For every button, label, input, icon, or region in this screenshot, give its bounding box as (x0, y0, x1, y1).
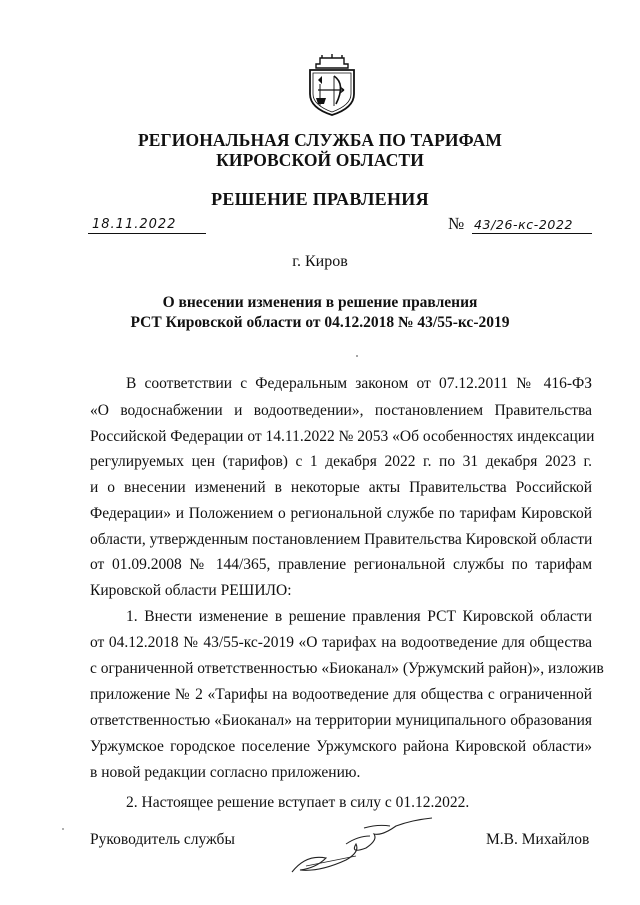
document-type-title: РЕШЕНИЕ ПРАВЛЕНИЯ (211, 189, 429, 209)
number-label: № (448, 214, 465, 233)
scan-speck (62, 828, 64, 830)
body-line: от 04.12.2018 № 43/55-кс-2019 «О тарифах на водоотведение для общества (90, 634, 592, 651)
body-line: Федерации» и Положением о региональной службе по тарифам Кировской (90, 505, 592, 522)
handwritten-signature (286, 814, 436, 880)
date-underline (88, 233, 206, 234)
body-line: Уржумское городское поселение Уржумского района Кировской области» (90, 738, 592, 755)
body-line: В соответствии с Федеральным законом от 07.12.2011 № 416-ФЗ (126, 375, 592, 392)
body-line: Российской Федерации от 14.11.2022 № 2053 «Об особенностях индексации (90, 428, 595, 445)
decision-date: 18.11.2022 (92, 217, 177, 232)
body-line: приложение № 2 «Тарифы на водоотведение для общества с ограниченной (90, 686, 592, 703)
body-line: области, утвержденным постановлением Правительства Кировской области (90, 531, 593, 548)
organization-name-line2: КИРОВСКОЙ ОБЛАСТИ (216, 150, 424, 170)
subject-line2: РСТ Кировской области от 04.12.2018 № 43/55-кс-2019 (130, 314, 510, 331)
organization-name-line1: РЕГИОНАЛЬНАЯ СЛУЖБА ПО ТАРИФАМ (137, 130, 502, 150)
signatory-role: Руководитель службы (90, 831, 235, 848)
kirov-coat-of-arms-icon (304, 54, 360, 116)
body-line: с ограниченной ответственностью «Биоканал» (Уржумский район)», изложив (90, 660, 604, 677)
signatory-name: М.В. Михайлов (486, 831, 590, 848)
city-name: г. Киров (292, 253, 348, 270)
decision-number: 43/26-кс-2022 (474, 217, 574, 232)
body-line: 2. Настоящее решение вступает в силу с 01.12.2022. (126, 794, 470, 811)
subject-line1: О внесении изменения в решение правления (162, 294, 478, 311)
body-line: 1. Внести изменение в решение правления РСТ Кировской области (126, 608, 592, 625)
body-line: ответственностью «Биоканал» на территории муниципального образования (90, 712, 592, 729)
body-line: регулируемых цен (тарифов) с 1 декабря 2022 г. по 31 декабря 2023 г. (90, 453, 592, 470)
body-line: «О водоснабжении и водоотведении», постановлением Правительства (90, 402, 592, 419)
body-line: в новой редакции согласно приложению. (90, 764, 361, 781)
body-line: и о внесении изменений в некоторые акты Правительства Российской (90, 479, 592, 496)
scan-speck (356, 355, 358, 357)
number-underline (472, 233, 592, 234)
body-line: от 01.09.2008 № 144/365, правление региональной службы по тарифам (90, 556, 592, 573)
body-line: Кировской области РЕШИЛО: (90, 582, 292, 599)
